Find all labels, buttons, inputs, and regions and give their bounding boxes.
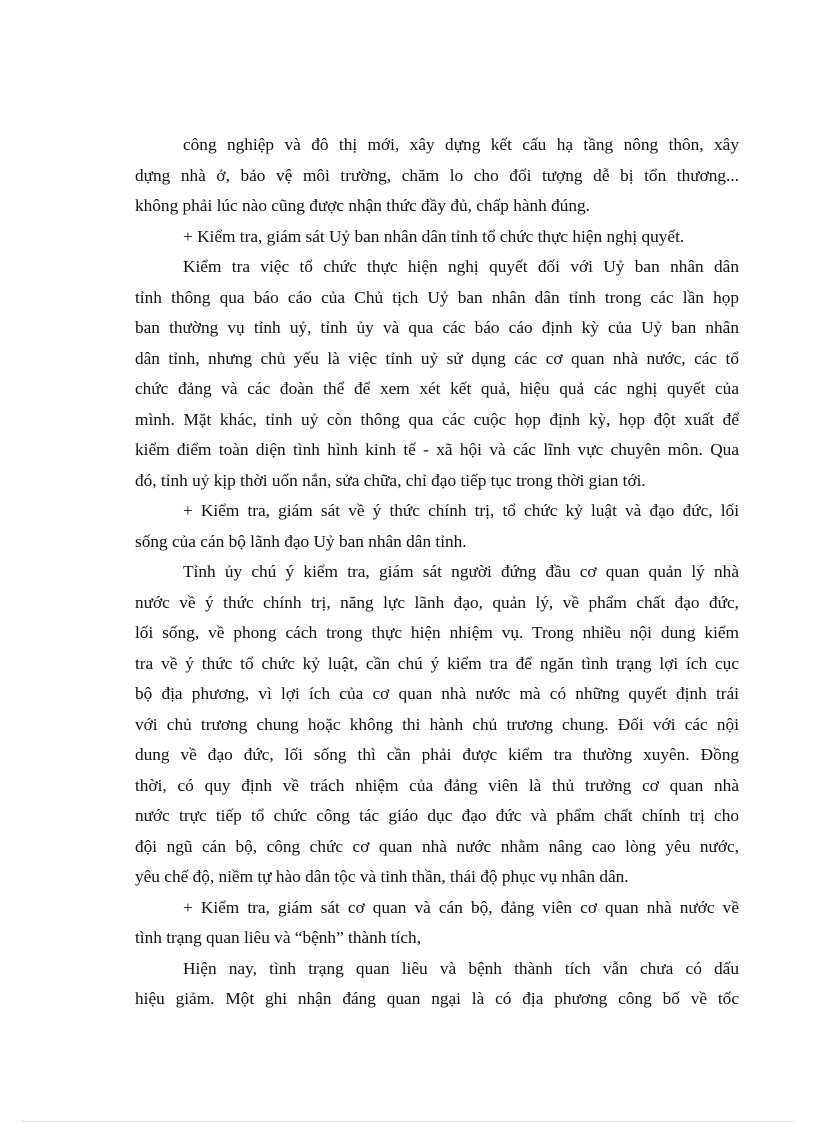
- page-footer-divider: [22, 1121, 794, 1122]
- text-line: lối sống, về phong cách trong thực hiện nhiệm vụ. Trong nhiều nội dung kiểm: [135, 623, 739, 642]
- text-line: dựng nhà ở, bảo vệ môi trường, chăm lo cho đối tượng dễ bị tổn thương...: [135, 165, 739, 185]
- text-line: nước trực tiếp tổ chức công tác giáo dục đạo đức và phẩm chất chính trị cho: [135, 806, 739, 825]
- text-line: tra về ý thức tổ chức kỷ luật, cần chú ý kiểm tra để ngăn tình trạng lợi ích cục: [135, 653, 739, 673]
- body-text: [135, 130, 739, 1015]
- text-line: nước về ý thức chính trị, năng lực lãnh đạo, quản lý, về phẩm chất đạo đức,: [135, 592, 739, 612]
- text-line: + Kiểm tra, giám sát về ý thức chính trị, tổ chức kỷ luật và đạo đức, lối: [183, 501, 739, 520]
- text-line: bộ địa phương, vì lợi ích của cơ quan nhà nước mà có những quyết định trái: [135, 684, 739, 703]
- text-line: đó, tỉnh uỷ kịp thời uốn nắn, sửa chữa, chỉ đạo tiếp tục trong thời gian tới.: [135, 470, 646, 490]
- text-line: yêu chế độ, niềm tự hào dân tộc và tinh thần, thái độ phục vụ nhân dân.: [135, 867, 629, 886]
- text-line: Tỉnh ủy chú ý kiểm tra, giám sát người đứng đầu cơ quan quản lý nhà: [183, 562, 739, 581]
- text-line: tình trạng quan liêu và “bệnh” thành tích,: [135, 928, 422, 947]
- text-line: kiểm điểm toàn diện tình hình kinh tế - xã hội và các lĩnh vực chuyên môn. Qua: [135, 440, 739, 459]
- text-line: tỉnh thông qua báo cáo của Chủ tịch Uỷ ban nhân dân tỉnh trong các lần họp: [135, 287, 739, 307]
- text-line: sống của cán bộ lãnh đạo Uỷ ban nhân dân tỉnh.: [135, 531, 467, 551]
- text-line: đội ngũ cán bộ, công chức cơ quan nhà nước nhằm nâng cao lòng yêu nước,: [135, 836, 739, 856]
- text-line: với chủ trương chung hoặc không thi hành chủ trương chung. Đối với các nội: [135, 714, 739, 734]
- text-line: chức đảng và các đoàn thể để xem xét kết quả, hiệu quả các nghị quyết của: [135, 379, 739, 398]
- text-line: không phải lúc nào cũng được nhận thức đầy đủ, chấp hành đúng.: [135, 196, 590, 215]
- text-line: công nghiệp và đô thị mới, xây dựng kết cấu hạ tầng nông thôn, xây: [183, 135, 739, 154]
- text-line: + Kiểm tra, giám sát Uỷ ban nhân dân tỉnh tổ chức thực hiện nghị quyết.: [183, 226, 685, 246]
- text-line: dung về đạo đức, lối sống thì cần phải được kiểm tra thường xuyên. Đồng: [135, 745, 739, 764]
- text-line: Kiểm tra việc tổ chức thực hiện nghị quyết đối với Uỷ ban nhân dân: [183, 257, 739, 276]
- text-line: thời, có quy định về trách nhiệm của đảng viên là thủ trưởng cơ quan nhà: [135, 775, 739, 795]
- text-line: + Kiểm tra, giám sát cơ quan và cán bộ, đảng viên cơ quan nhà nước về: [183, 897, 739, 917]
- text-line: mình. Mặt khác, tỉnh uỷ còn thông qua các cuộc họp định kỳ, họp đột xuất để: [135, 409, 739, 429]
- text-line: Hiện nay, tình trạng quan liêu và bệnh thành tích vẫn chưa có dấu: [183, 958, 739, 978]
- text-line: ban thường vụ tỉnh uỷ, tỉnh ủy và qua các báo cáo định kỳ của Uỷ ban nhân: [135, 318, 739, 337]
- text-line: hiệu giảm. Một ghi nhận đáng quan ngại là có địa phương công bố về tốc: [135, 989, 739, 1008]
- text-line: dân tỉnh, nhưng chủ yếu là việc tỉnh uỷ sử dụng các cơ quan nhà nước, các tổ: [135, 348, 739, 368]
